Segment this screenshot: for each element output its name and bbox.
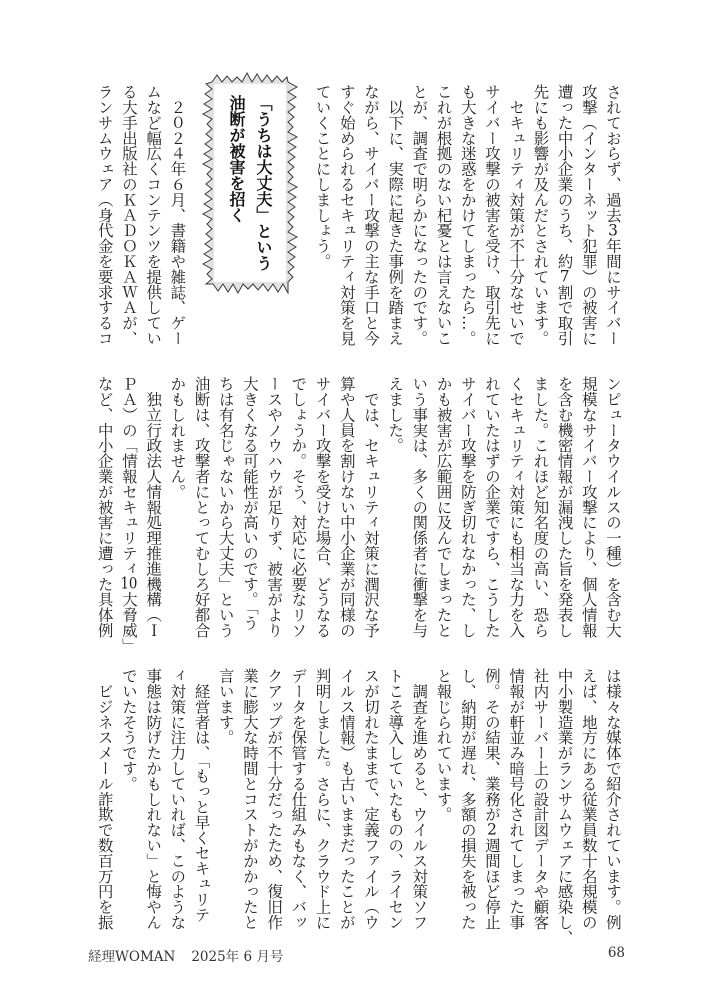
upright-digits: 10 xyxy=(120,576,138,592)
text-column: くセキュリティ対策にも相当な力を入 xyxy=(507,376,526,638)
text-column: 算や人員を割けない中小企業が同様の xyxy=(337,376,356,638)
text-column: など、中小企業が被害に遭った具体例 xyxy=(95,376,114,638)
text-column: ビジネスメール詐欺で数百万円を振 xyxy=(95,668,114,930)
upright-digits: 7 xyxy=(559,268,570,285)
text-column: ちは有名じゃないから大丈夫」という xyxy=(216,376,235,638)
text-column: クアップが不十分だったため、復旧作 xyxy=(265,668,284,930)
text-column: 判明しました。さらに、クラウド上に xyxy=(313,668,332,930)
text-column: これが根拠のない杞憂とは言えないこ xyxy=(434,84,453,346)
text-column: も大きな迷惑をかけてしまったら…。 xyxy=(458,84,477,346)
text-column: 中小製造業がランサムウェアに感染し、 xyxy=(555,668,574,946)
text-column: を含む機密情報が漏洩した旨を発表し xyxy=(555,376,574,638)
text-column: えば、地方にある従業員数十名規模の xyxy=(579,668,598,930)
upright-digits: 3 xyxy=(608,222,618,239)
upright-digits: 2 xyxy=(487,822,497,838)
text-column: では、セキュリティ対策に潤沢な予 xyxy=(361,376,380,638)
text-column: サイバー攻撃の被害を受け、取引先に xyxy=(482,84,501,346)
text-column: ィ対策に注力していれば、このような xyxy=(168,668,187,930)
text-column: る大手出版社のＫＡＤＯＫＡＷＡが、 xyxy=(119,84,138,346)
text-column: は様々な媒体で紹介されています。例 xyxy=(604,668,622,930)
magazine-title: 経理WOMAN xyxy=(88,949,176,965)
text-column: ました。これほど知名度の高い、恐ら xyxy=(531,376,550,638)
text-column: 経営者は、「もっと早くセキュリテ xyxy=(192,668,211,923)
text-column: 遭った中小企業のうち、約7割で取引 xyxy=(555,84,574,346)
text-column: 社内サーバー上の設計図データや顧客 xyxy=(531,668,550,930)
text-column: 規模なサイバー攻撃により、個人情報 xyxy=(579,376,598,638)
text-column: 独立行政法人情報処理推進機構（Ｉ xyxy=(144,376,163,638)
article-tier-3 xyxy=(92,668,625,946)
text-column: サイバー攻撃を防ぎ切れなかった、し xyxy=(458,376,477,638)
text-column: かも被害が広範囲に及んでしまったと xyxy=(434,376,453,638)
text-column: いう事実は、多くの関係者に衝撃を与 xyxy=(410,376,429,638)
text-column: えました。 xyxy=(386,376,405,453)
heading-text xyxy=(223,95,277,285)
page-number: 68 xyxy=(607,945,625,961)
article-tier-2 xyxy=(92,376,625,654)
text-column: されておらず、過去3年間にサイバー xyxy=(604,84,622,346)
text-column: ランサムウェア（身代金を要求するコ xyxy=(95,84,114,346)
text-column: 攻撃（インターネット犯罪）の被害に xyxy=(579,84,598,346)
text-column: 以下に、実際に起きた事例を踏まえ xyxy=(386,84,405,346)
article-tier-1 xyxy=(92,84,625,346)
text-column: セキュリティ対策が不十分なせいで xyxy=(507,84,526,346)
text-column: でしょうか。そう、対応に必要なリソ xyxy=(289,376,308,638)
text-column: ンピュータウイルスの一種）を含む大 xyxy=(604,376,622,638)
text-column: 業に膨大な時間とコストがかかったと xyxy=(240,668,259,930)
text-column: 調査を進めると、ウイルス対策ソフ xyxy=(410,668,429,930)
text-column: スが切れたままで、定義ファイル（ウ xyxy=(361,668,380,930)
text-column: でいたそうです。 xyxy=(119,668,138,792)
text-column: ＰＡ）の「情報セキュリティ10大脅威」 xyxy=(119,376,138,654)
text-column: 例。その結果、業務が2週間ほど停止 xyxy=(482,668,501,930)
text-column: ムなど幅広くコンテンツを提供してい xyxy=(144,84,163,346)
text-column: ながら、サイバー攻撃の主な手口と今 xyxy=(361,84,380,346)
text-column: イルス情報）も古いままだったことが xyxy=(337,668,356,930)
text-column: すぐ始められるセキュリティ対策を見 xyxy=(337,84,356,346)
text-column: 先にも影響が及んだとされています。 xyxy=(531,84,550,346)
issue-date: 2025年 6 月号 xyxy=(191,949,284,965)
text-column: 油断は、攻撃者にとってむしろ好都合 xyxy=(192,376,211,638)
text-column: かもしれません。 xyxy=(168,376,187,500)
text-column: 大きくなる可能性が高いのです。「う xyxy=(240,376,259,631)
text-column: 言います。 xyxy=(216,668,235,745)
text-column: 情報が軒並み暗号化されてしまった事 xyxy=(507,668,526,930)
text-column: トこそ導入していたものの、ライセン xyxy=(386,668,405,930)
heading-line-1: 「うちは大丈夫」という xyxy=(254,95,273,271)
text-column: れていたはずの企業ですら、こうした xyxy=(482,376,501,638)
text-column: とが、調査で明らかになったのです。 xyxy=(410,84,429,346)
text-column: と報じられています。 xyxy=(434,668,453,822)
footer-credit xyxy=(88,945,283,965)
heading-line-2: 油断が被害を招く xyxy=(227,95,246,223)
text-column: し、納期が遅れ、多額の損失を被った xyxy=(458,668,477,930)
section-heading xyxy=(200,72,300,294)
text-column: サイバー攻撃を受けた場合、どうなる xyxy=(313,376,332,638)
text-column: ていくことにしましょう。 xyxy=(313,84,332,269)
text-column: 事態は防げたかもしれない」と悔やん xyxy=(144,668,163,930)
text-column: ２０２４年６月、書籍や雑誌、ゲー xyxy=(168,84,187,346)
text-column: ースやノウハウが足りず、被害がより xyxy=(265,376,284,638)
text-column: データを保管する仕組みもなく、バッ xyxy=(289,668,308,930)
